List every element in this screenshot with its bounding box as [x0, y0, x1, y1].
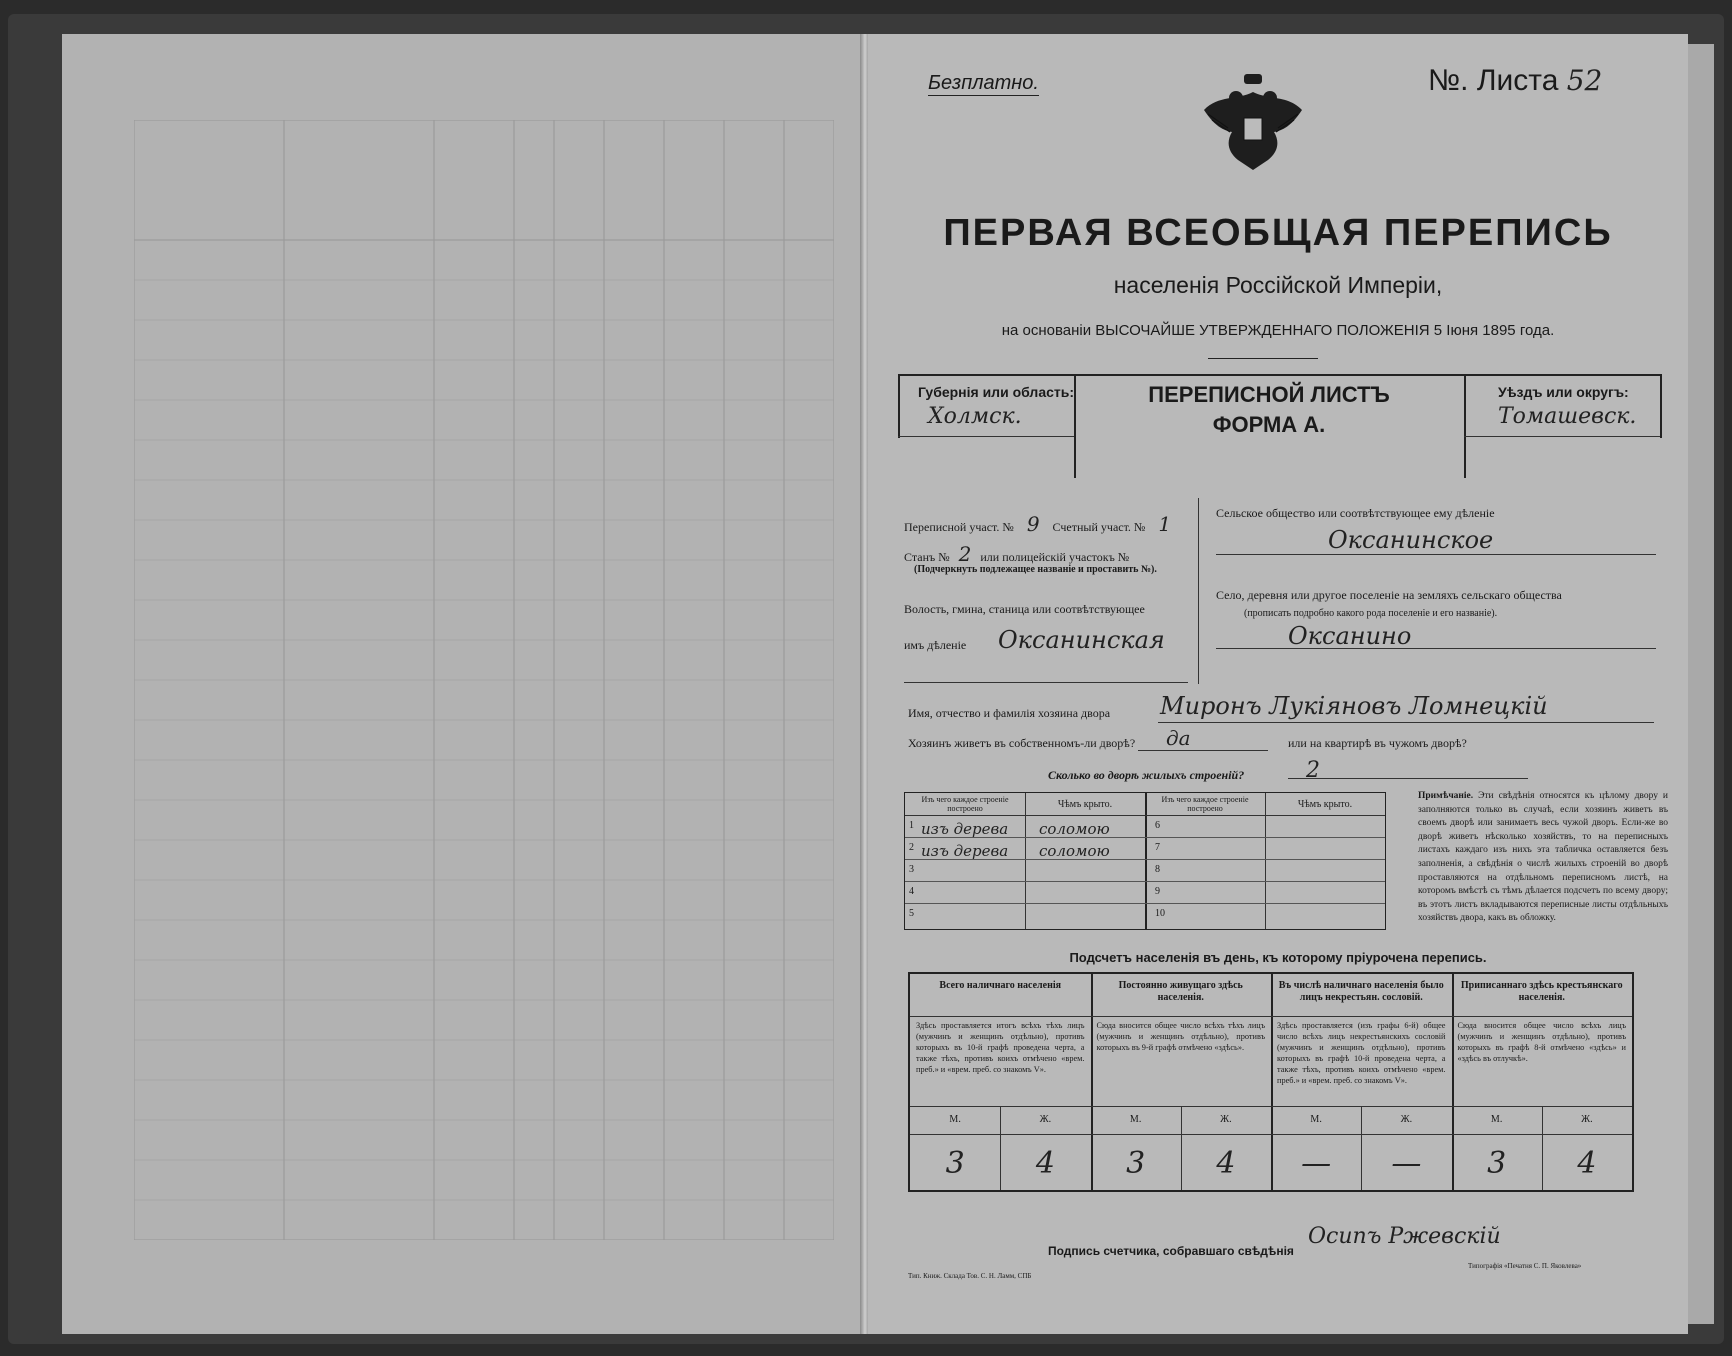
male-label: М. — [1490, 1114, 1503, 1125]
count-col-desc: Сюда вносится общее число всѣхъ тѣхъ лицъ (мужчинъ и женщинъ отдѣльно), противъ которыхъ въ 9-й графѣ отмѣчено «здѣсь». — [1096, 1021, 1265, 1052]
left-page — [62, 34, 862, 1334]
count-col-desc: Здѣсь проставляется (изъ графы 6-й) общее число всѣхъ лицъ некрестьянскихъ сословій (мужчинъ и женщинъ отдѣльно), противъ которыхъ въ графѣ 10-й проведена черта, а также тѣхъ, противъ коихъ отмѣчено «врем. преб.» и «врем. преб. со знакомъ V». — [1277, 1021, 1446, 1085]
male-label: М. — [1310, 1114, 1322, 1125]
female-count: 4 — [1035, 1146, 1055, 1181]
ornament-divider — [1208, 358, 1318, 359]
page-edge — [1684, 44, 1714, 1324]
society-label: Сельское общество или соотвѣтствующее ему дѣленіе — [1216, 506, 1495, 520]
building-row-number: 9 — [1155, 886, 1160, 897]
count-col-header: Всего наличнаго населенія — [939, 980, 1062, 991]
stan-value: 2 — [958, 542, 972, 566]
building-n-cell: 1 — [909, 820, 914, 831]
own-yard-value: да — [1166, 726, 1191, 750]
male-label: М. — [949, 1114, 961, 1125]
count-col-desc: Здѣсь проставляется итогъ всѣхъ тѣхъ лицъ (мужчинъ и женщинъ отдѣльно), противъ которыхъ въ 10-й графѣ проведена черта, а также тѣхъ, противъ коихъ отмѣчено «врем. преб.» и «врем. преб. со знакомъ V». — [916, 1021, 1085, 1074]
form-main-title: ПЕРВАЯ ВСЕОБЩАЯ ПЕРЕПИСЬ — [943, 212, 1613, 254]
building-row-number: 6 — [1155, 820, 1160, 831]
count-col-desc: Сюда вносится общее число всѣхъ лицъ (мужчинъ и женщинъ отдѣльно), противъ которыхъ въ графѣ 8-й отмѣчено «здѣсь» и «здѣсь въ отлучкѣ». — [1457, 1021, 1626, 1063]
female-label: Ж. — [1581, 1114, 1593, 1125]
buildings-label: Сколько во дворѣ жилыхъ строеній? — [1048, 768, 1245, 782]
count-section-title: Подсчетъ населенія въ день, къ которому пріурочена перепись. — [1069, 950, 1487, 965]
imperial-eagle-emblem — [1198, 70, 1308, 180]
gubernia-label: Губернія или область: — [918, 384, 1075, 400]
buildings-value: 2 — [1306, 758, 1320, 783]
male-count: 3 — [1126, 1146, 1146, 1181]
form-subtitle: населенія Россійской Имперіи, — [1113, 272, 1443, 298]
building-row-number: 7 — [1155, 842, 1160, 853]
building-n-cell: 2 — [909, 842, 914, 853]
volost-label-2: имъ дѣленіе — [904, 638, 967, 652]
free-label: Безплатно. — [928, 72, 1039, 94]
female-count: 4 — [1216, 1146, 1236, 1181]
uezd-label: Уѣздъ или округъ: — [1498, 384, 1629, 400]
population-count-table — [908, 972, 1634, 1192]
building-material-cell: изъ дерева — [921, 842, 1009, 860]
stan-note: (Подчеркнуть подлежащее названіе и проставить №). — [914, 564, 1157, 575]
volost-label: Волость, гмина, станица или соотвѣтствующее — [904, 602, 1145, 616]
form-header-box — [898, 374, 1660, 478]
count-col-header: Постоянно живущаго здѣсь населенія. — [1118, 980, 1243, 1003]
own-yard-label: Хозяинъ живетъ въ собственномъ-ли дворѣ? — [908, 736, 1136, 750]
signature-label: Подпись счетчика, собравшаго свѣдѣнія — [1048, 1244, 1294, 1258]
female-count: — — [1391, 1146, 1422, 1181]
uezd-value: Томашевск. — [1498, 404, 1637, 429]
female-label: Ж. — [1039, 1114, 1052, 1125]
volost-value: Оксанинская — [998, 626, 1165, 654]
building-material-cell: изъ дерева — [921, 820, 1009, 838]
count-col-header: Приписаннаго здѣсь крестьянскаго населенія. — [1460, 980, 1623, 1003]
census-district-field: Переписной участ. № 9 Счетный участ. № 1 — [904, 512, 1181, 536]
printer-left: Тип. Книж. Склада Тов. С. Н. Ламм, СПБ — [908, 1272, 1032, 1280]
building-roof-cell: соломою — [1039, 842, 1110, 860]
buildings-table — [904, 792, 1386, 930]
female-count: 4 — [1577, 1146, 1597, 1181]
sheet-number-label — [1428, 64, 1602, 98]
form-letter: ФОРМА А. — [1212, 412, 1326, 437]
stan-field: Станъ № 2 или полицейскій участокъ № — [904, 542, 1130, 566]
rent-label: или на квартирѣ въ чужомъ дворѣ? — [1288, 736, 1467, 750]
village-value: Оксанино — [1288, 622, 1412, 650]
count-col-header: Въ числѣ наличнаго населенія было лицъ некрестьян. сословій. — [1278, 980, 1444, 1003]
col-material-header-2: Изъ чего каждое строеніе построено — [1161, 795, 1249, 813]
building-n-cell: 3 — [909, 864, 914, 875]
printer-right: Типографія «Печатня С. П. Яковлева» — [1468, 1262, 1582, 1270]
male-label: М. — [1129, 1114, 1142, 1125]
census-form-page — [868, 34, 1688, 1334]
male-count: 3 — [1487, 1146, 1507, 1181]
building-n-cell: 5 — [909, 908, 914, 919]
book-spread — [8, 14, 1724, 1344]
owner-name-value: Миронъ Лукіяновъ Ломнецкій — [1160, 692, 1548, 720]
col-roof-header-2: Чѣмъ крыто. — [1297, 799, 1353, 810]
count-district-value: 1 — [1158, 512, 1172, 536]
form-legal-basis: на основаніи ВЫСОЧАЙШЕ УТВЕРЖДЕННАГО ПОЛОЖЕНІЯ 5 Іюня 1895 года. — [1001, 322, 1555, 339]
village-label: Село, деревня или другое поселеніе на земляхъ сельскаго общества — [1216, 588, 1562, 602]
village-note: (прописать подробно какого рода поселеніе и его названіе). — [1244, 608, 1498, 619]
building-roof-cell: соломою — [1039, 820, 1110, 838]
building-n-cell: 4 — [909, 886, 914, 897]
owner-name-label: Имя, отчество и фамилія хозяина двора — [908, 706, 1111, 720]
female-label: Ж. — [1220, 1114, 1232, 1125]
building-row-number: 10 — [1155, 908, 1165, 919]
col-roof-header: Чѣмъ крыто. — [1057, 799, 1113, 810]
bleed-through-grid — [134, 120, 834, 1240]
male-count: 3 — [945, 1146, 965, 1181]
sheet-label: №. Листа — [1428, 64, 1559, 97]
sheet-number: 52 — [1566, 64, 1603, 97]
col-material-header: Изъ чего каждое строеніе построено — [921, 795, 1009, 813]
census-district-value: 9 — [1026, 512, 1040, 536]
buildings-note: Примѣчаніе. Эти свѣдѣнія относятся къ цѣлому двору и заполняются только въ случаѣ, если хозяинъ живетъ въ своемъ дворѣ или занимаетъ весь чужой дворъ. Если-же во дворѣ живетъ нѣсколько хозяйствъ, то на переписныхъ листахъ каждаго изъ нихъ эта табличка оставляется безъ заполненія, а свѣдѣнія о числѣ жилыхъ строеній во дворѣ проставляются на отдѣльномъ переписномъ листѣ, на которомъ вмѣстѣ съ тѣмъ дѣлается подсчетъ по всему двору; въ этотъ листъ вкладываются переписные листы отдѣльныхъ хозяйствъ двора, какъ въ обложку. — [1418, 791, 1669, 924]
society-value: Оксанинское — [1328, 526, 1494, 554]
sheet-title: ПЕРЕПИСНОЙ ЛИСТЪ — [1148, 382, 1390, 407]
gubernia-value: Холмск. — [928, 404, 1022, 429]
signature-value: Осипъ Ржевскій — [1308, 1224, 1501, 1249]
building-row-number: 8 — [1155, 864, 1160, 875]
female-label: Ж. — [1400, 1114, 1413, 1125]
male-count: — — [1301, 1146, 1332, 1181]
